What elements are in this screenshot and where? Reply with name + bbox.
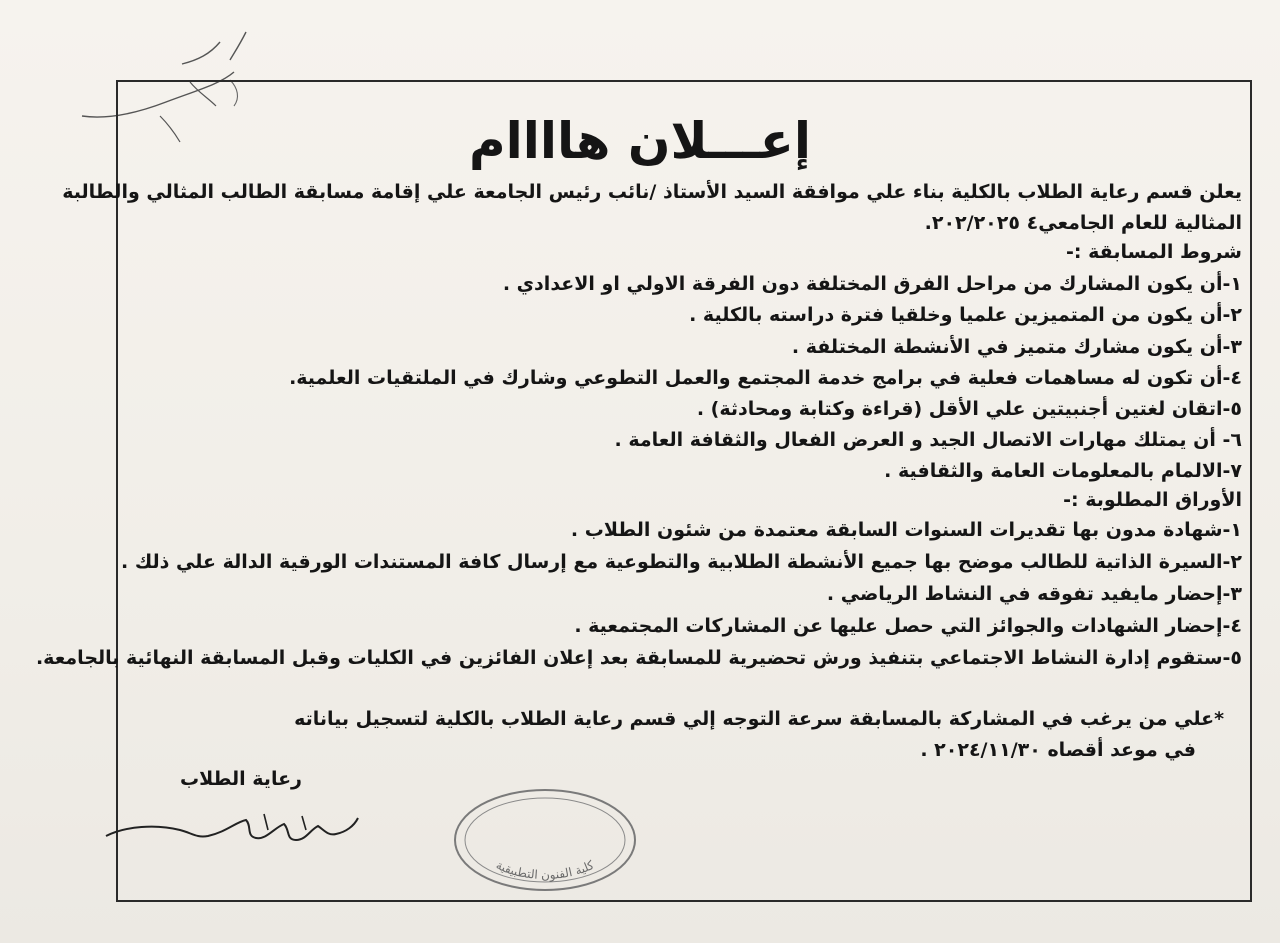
paper-item-4: ٤-إحضار الشهادات والجوائز التي حصل عليها عن المشاركات المجتمعية . xyxy=(574,615,1242,637)
paper-item-1: ١-شهادة مدون بها تقديرات السنوات السابقة معتمدة من شئون الطلاب . xyxy=(570,519,1242,541)
condition-item-7: ٧-الالمام بالمعلومات العامة والثقافية . xyxy=(884,460,1242,482)
condition-item-4: ٤-أن تكون له مساهمات فعلية في برامج خدمة المجتمع والعمل التطوعي وشارك في الملتقيات العلمية. xyxy=(289,367,1242,389)
handwritten-signature xyxy=(96,800,366,860)
footer-department-label: رعاية الطلاب xyxy=(180,768,302,790)
condition-item-6: ٦- أن يمتلك مهارات الاتصال الجيد و العرض الفعال والثقافة العامة . xyxy=(614,429,1242,451)
announcement-title: إعـــلان هاااام xyxy=(468,112,812,170)
papers-heading: الأوراق المطلوبة :- xyxy=(1063,489,1242,511)
official-stamp xyxy=(450,785,640,895)
paper-item-5: ٥-ستقوم إدارة النشاط الاجتماعي بتنفيذ ورش تحضيرية للمسابقة بعد إعلان الفائزين في الكليات وقبل المسابقة النهائية بالجامعة. xyxy=(35,647,1242,669)
paper-item-3: ٣-إحضار مايفيد تفوقه في النشاط الرياضي . xyxy=(826,583,1242,605)
condition-item-2: ٢-أن يكون من المتميزين علميا وخلقيا فترة دراسته بالكلية . xyxy=(689,304,1242,326)
intro-line-2: المثالية للعام الجامعي٤ ٢٠٢/٢٠٢٥. xyxy=(924,212,1242,234)
svg-text:كلية الفنون التطبيقية xyxy=(494,858,597,883)
note-line-2: في موعد أقصاه ٢٠٢٤/١١/٣٠ . xyxy=(920,739,1196,761)
intro-line-1: يعلن قسم رعاية الطلاب بالكلية بناء علي موافقة السيد الأستاذ /نائب رئيس الجامعة علي إقامة مسابقة الطالب المثالي والطالبة xyxy=(62,181,1242,203)
condition-item-1: ١-أن يكون المشارك من مراحل الفرق المختلفة دون الفرقة الاولي او الاعدادي . xyxy=(502,273,1242,295)
paper-item-2: ٢-السيرة الذاتية للطالب موضح بها جميع الأنشطة الطلابية والتطوعية مع إرسال كافة المستندات الورقية الدالة علي ذلك . xyxy=(120,551,1242,573)
condition-item-3: ٣-أن يكون مشارك متميز في الأنشطة المختلفة . xyxy=(791,336,1242,358)
condition-item-5: ٥-اتقان لغتين أجنبيتين علي الأقل (قراءة وكتابة ومحادثة) . xyxy=(696,398,1242,420)
note-line-1: *علي من يرغب في المشاركة بالمسابقة سرعة التوجه إلي قسم رعاية الطلاب بالكلية لتسجيل بياناته xyxy=(294,708,1224,730)
conditions-heading: شروط المسابقة :- xyxy=(1066,241,1242,263)
stamp-text: كلية الفنون التطبيقية xyxy=(493,857,597,882)
